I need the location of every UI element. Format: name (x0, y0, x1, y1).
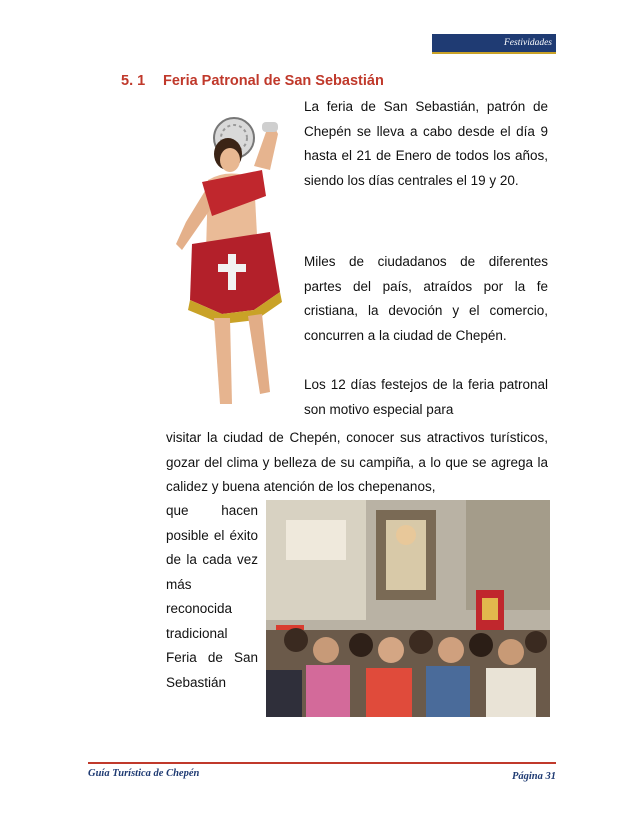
footer-page-number: Página 31 (511, 771, 556, 782)
section-heading (121, 73, 384, 89)
header-section-tag: Festividades (432, 34, 556, 52)
procession-photo (266, 500, 550, 717)
header-underline (432, 52, 556, 54)
section-title: Feria Patronal de San Sebastián (163, 73, 384, 89)
paragraph-closing: que hacen posible el éxito de la cada vez más reconocida tradicional Feria de San Sebastián (166, 503, 258, 690)
saint-statue-image (162, 104, 300, 416)
paragraph-visitors: Miles de ciudadanos de diferentes partes del país, atraídos por la fe cristiana, la devoción y el comercio, concurren a la ciudad de Chepén. (304, 254, 548, 343)
paragraph-festivities-intro: Los 12 días festejos de la feria patronal son motivo especial para (304, 377, 548, 417)
footer-guide-title: Guía Turística de Chepén (88, 768, 200, 779)
paragraph-festivities-continued: visitar la ciudad de Chepén, conocer sus atractivos turísticos, gozar del clima y belleza de su campiña, a lo que se agrega la calidez y buena atención de los chepenanos, (166, 430, 548, 494)
paragraph-dates: La feria de San Sebastián, patrón de Chepén se lleva a cabo desde el día 9 hasta el 21 de Enero de todos los años, siendo los días centrales el 19 y 20. (304, 99, 548, 188)
footer-rule (88, 762, 556, 764)
section-number: 5. 1 (121, 73, 146, 89)
